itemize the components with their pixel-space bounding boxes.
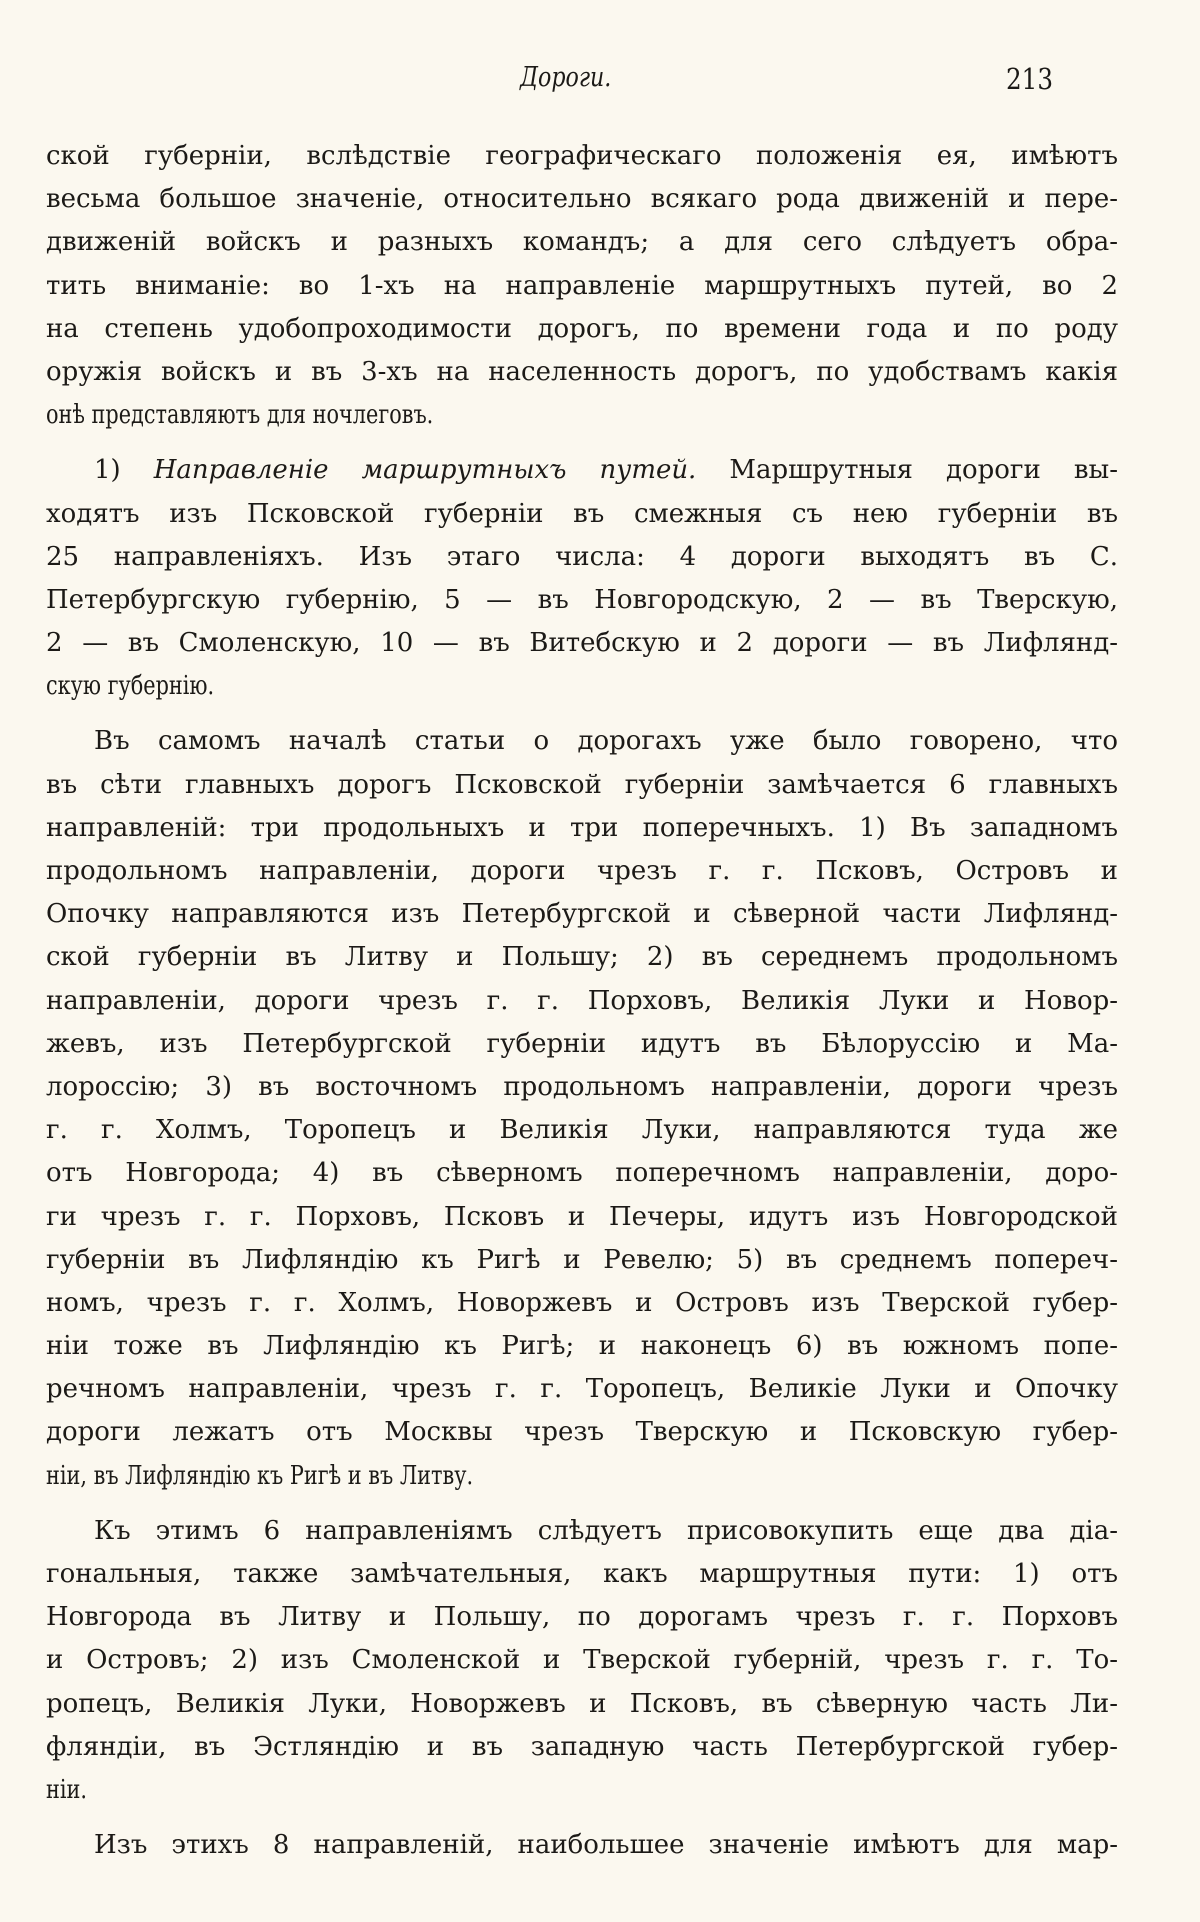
page-header xyxy=(0,62,1200,102)
page-number: 213 xyxy=(1006,62,1054,96)
text-line: номъ, чрезъ г. г. Холмъ, Новоржевъ и Островъ изъ Тверской губер- xyxy=(46,1287,1118,1318)
text-line: и Островъ; 2) изъ Смоленской и Тверской губерній, чрезъ г. г. То- xyxy=(46,1645,1118,1676)
text-line: жевъ, изъ Петербургской губерніи идутъ въ Бѣлоруссію и Ма- xyxy=(46,1028,1118,1059)
text-line: весьма большое значеніе, относительно всякаго рода движеній и пере- xyxy=(46,184,1118,215)
text-line: 2 — въ Смоленскую, 10 — въ Витебскую и 2 дороги — въ Лифлянд- xyxy=(46,628,1118,659)
text-line: Изъ этихъ 8 направленій, наибольшее значеніе имѣютъ для мар- xyxy=(94,1830,1118,1861)
text-line: 1) Направленіе маршрутныхъ путей. Маршрутныя дороги вы- xyxy=(94,455,1118,486)
text-line: ропецъ, Великія Луки, Новоржевъ и Псковъ, въ сѣверную часть Ли- xyxy=(46,1688,1118,1719)
page-body xyxy=(46,135,1118,1867)
text-line: Къ этимъ 6 направленіямъ слѣдуетъ присовокупить еще два діа- xyxy=(94,1515,1118,1546)
text-line: лороссію; 3) въ восточномъ продольномъ направленіи, дороги чрезъ xyxy=(46,1071,1118,1102)
text-line: ніи. xyxy=(46,1774,87,1805)
paragraph-5 xyxy=(46,1824,1118,1867)
text-line: продольномъ направленіи, дороги чрезъ г. г. Псковъ, Островъ и xyxy=(46,856,1118,886)
paragraph-2 xyxy=(46,449,1118,708)
text-line: ги чрезъ г. г. Порховъ, Псковъ и Печеры, идутъ изъ Новгородской xyxy=(46,1201,1118,1232)
text-line: губерніи въ Лифляндію къ Ригѣ и Ревелю; 5) въ среднемъ попереч- xyxy=(46,1244,1118,1275)
text-line: 25 направленіяхъ. Изъ этаго числа: 4 дороги выходятъ въ С. xyxy=(46,541,1118,572)
text-line: ніи тоже въ Лифляндію къ Ригѣ; и наконецъ 6) въ южномъ попе- xyxy=(46,1331,1118,1362)
text-line: направленій: три продольныхъ и три поперечныхъ. 1) Въ западномъ xyxy=(46,812,1118,843)
paragraph-1 xyxy=(46,135,1118,437)
text-line: ской губерніи въ Литву и Польшу; 2) въ середнемъ продольномъ xyxy=(46,942,1118,973)
text-line: направленіи, дороги чрезъ г. г. Порховъ, Великія Луки и Новор- xyxy=(46,985,1118,1016)
text-line: на степень удобопроходимости дорогъ, по времени года и по роду xyxy=(46,313,1118,344)
text-line: онѣ представляютъ для ночлеговъ. xyxy=(46,400,434,431)
section-number: 1) xyxy=(94,455,121,486)
text-line: отъ Новгорода; 4) въ сѣверномъ поперечномъ направленіи, доро- xyxy=(46,1158,1118,1189)
text-line: речномъ направленіи, чрезъ г. г. Торопецъ, Великіе Луки и Опочку xyxy=(46,1374,1118,1405)
running-title: Дороги. xyxy=(520,62,612,93)
text-line: ской губерніи, вслѣдствіе географическаго положенія ея, имѣютъ xyxy=(46,141,1118,171)
text-line: оружія войскъ и въ 3-хъ на населенность дорогъ, по удобствамъ какія xyxy=(46,356,1118,387)
text-line: Новгорода въ Литву и Польшу, по дорогамъ чрезъ г. г. Порховъ xyxy=(46,1602,1118,1633)
text-line: тить вниманіе: во 1-хъ на направленіе маршрутныхъ путей, во 2 xyxy=(46,270,1118,301)
text-line: гональныя, также замѣчательныя, какъ маршрутныя пути: 1) отъ xyxy=(46,1559,1118,1589)
text-line: г. г. Холмъ, Торопецъ и Великія Луки, направляются туда же xyxy=(46,1115,1118,1146)
text-line: ходятъ изъ Псковской губерніи въ смежныя съ нею губерніи въ xyxy=(46,498,1118,529)
text-line: ніи, въ Лифляндію къ Ригѣ и въ Литву. xyxy=(46,1460,474,1491)
text-line: скую губернію. xyxy=(46,671,215,702)
text-line: дороги лежатъ отъ Москвы чрезъ Тверскую и Псковскую губер- xyxy=(46,1417,1118,1448)
text-line: Петербургскую губернію, 5 — въ Новгородскую, 2 — въ Тверскую, xyxy=(46,584,1118,615)
text-line: Въ самомъ началѣ статьи о дорогахъ уже было говорено, что xyxy=(94,726,1118,757)
text-line: движеній войскъ и разныхъ командъ; а для сего слѣдуетъ обра- xyxy=(46,227,1118,258)
paragraph-3 xyxy=(46,720,1118,1497)
section-heading: Направленіе маршрутныхъ путей. xyxy=(153,455,697,486)
paragraph-4 xyxy=(46,1510,1118,1812)
text-line: Опочку направляются изъ Петербургской и сѣверной части Лифлянд- xyxy=(46,899,1118,930)
text-line: фляндіи, въ Эстляндію и въ западную часть Петербургской губер- xyxy=(46,1731,1118,1762)
text-line: въ сѣти главныхъ дорогъ Псковской губерніи замѣчается 6 главныхъ xyxy=(46,769,1118,800)
